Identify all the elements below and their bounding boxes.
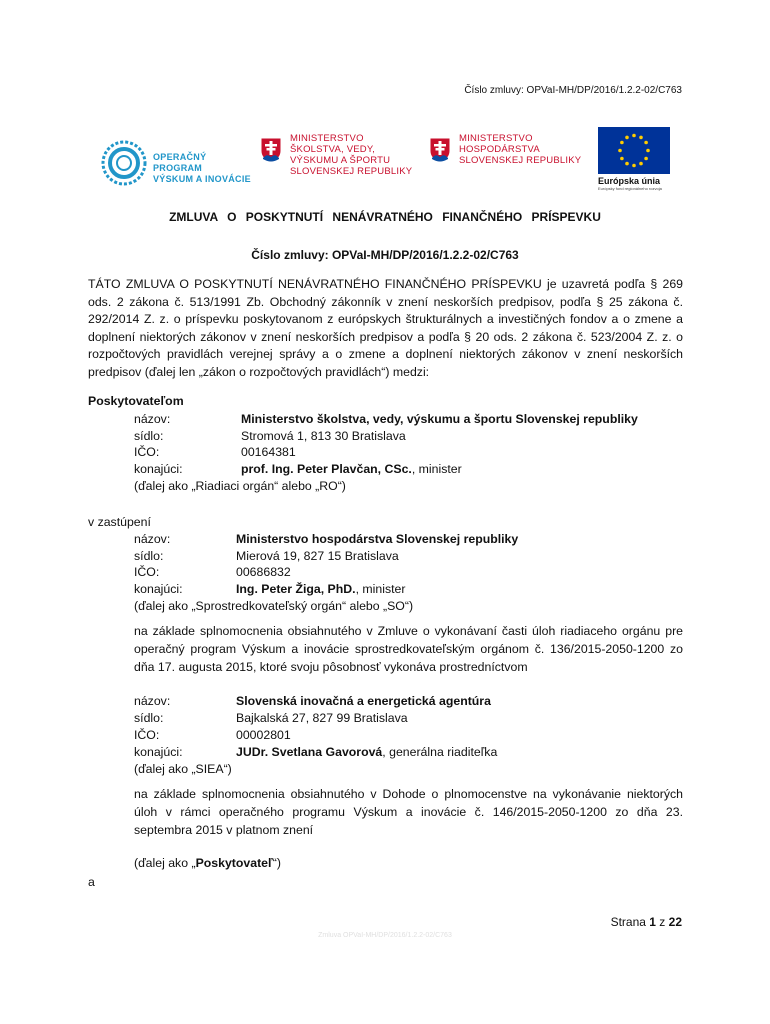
representation-basis: na základe splnomocnenia obsiahnutého v Zmluve o vykonávaní časti úloh riadiaceho orgánu pre operačný program Výskum a inovácie sprostredkovateľským orgánom č. 136/2015-2050-1200 zo dňa 17. augusta 2015, ktoré svoju pôsobnosť vykonáva prostredníctvom xyxy=(134,624,683,674)
ministry-economy-line1: MINISTERSTVO xyxy=(459,133,533,144)
agency-acting-role: , generálna riaditeľka xyxy=(382,745,498,759)
agency-alias: (ďalej ako „SIEA“) xyxy=(134,762,232,776)
conjunction: a xyxy=(88,875,95,889)
op-circle-icon xyxy=(98,138,150,188)
provider-acting-role: , minister xyxy=(411,462,462,476)
page-total: 22 xyxy=(668,915,682,929)
provider-alias: (ďalej ako „Riadiaci orgán“ alebo „RO“) xyxy=(134,479,346,493)
ministry-education-line1: MINISTERSTVO xyxy=(290,133,364,144)
slovak-crest-icon xyxy=(429,137,451,163)
op-logo-line2: VÝSKUM A INOVÁCIE xyxy=(153,174,251,184)
eu-label: Európska únia xyxy=(598,176,661,186)
agency-acting-name: JUDr. Svetlana Gavorová xyxy=(236,745,383,759)
page-number xyxy=(611,915,682,929)
provider-name-row xyxy=(134,412,170,426)
page-prefix: Strana xyxy=(610,915,650,929)
eu-fund-label: Európsky fond regionálneho rozvoja xyxy=(598,186,662,191)
contract-reference-header: Číslo zmluvy: OPVaI-MH/DP/2016/1.2.2-02/C763 xyxy=(464,85,682,96)
ico-label: IČO: xyxy=(134,565,160,579)
acting-label: konajúci: xyxy=(134,462,183,476)
representation-heading: v zastúpení xyxy=(88,515,151,529)
acting-label: konajúci: xyxy=(134,582,183,596)
provider-acting xyxy=(241,462,462,476)
provider-short-alias xyxy=(134,856,281,870)
provider-ico: 00164381 xyxy=(241,445,296,459)
provider-heading: Poskytovateľom xyxy=(88,394,184,408)
seat-label: sídlo: xyxy=(134,429,164,443)
agency-acting xyxy=(236,745,497,759)
ministry-education-line3: VÝSKUMU A ŠPORTU xyxy=(290,155,391,166)
name-label: názov: xyxy=(134,412,171,426)
intro-paragraph: TÁTO ZMLUVA O POSKYTNUTÍ NENÁVRATNÉHO FINANČNÉHO PRÍSPEVKU je uzavretá podľa § 269 ods. 2 zákona č. 513/1991 Zb. Obchodný zákonník v znení neskorších predpisov, podľa § 25 zákona č. 292/2014 Z. z. o príspevku poskytovanom z európskych štrukturálnych a investičných fondov a o zmene a doplnení niektorých zákonov v znení neskorších predpisov a podľa § 20 ods. 2 zákona č. 523/2004 Z. z. o rozpočtových pravidlách verejnej správy a o zmene a doplnení niektorých zákonov v znení neskorších predpisov (ďalej len „zákon o rozpočtových pravidlách“) medzi: xyxy=(88,277,683,379)
watermark: Zmluva OPVaI-MH/DP/2016/1.2.2-02/C763 xyxy=(318,932,452,939)
ministry-economy-line3: SLOVENSKEJ REPUBLIKY xyxy=(459,155,582,166)
name-label: názov: xyxy=(134,694,171,708)
representation-acting-name: Ing. Peter Žiga, PhD. xyxy=(236,582,356,596)
name-label: názov: xyxy=(134,532,171,546)
representation-acting-role: , minister xyxy=(355,582,406,596)
contract-number: Číslo zmluvy: OPVaI-MH/DP/2016/1.2.2-02/C763 xyxy=(251,248,519,262)
representation-alias: (ďalej ako „Sprostredkovateľský orgán“ alebo „SO“) xyxy=(134,599,414,613)
provider-seat: Stromová 1, 813 30 Bratislava xyxy=(241,429,406,443)
alias-prefix: (ďalej ako „ xyxy=(134,856,196,870)
ministry-economy-line2: HOSPODÁRSTVA xyxy=(459,144,540,155)
alias-suffix: “) xyxy=(272,856,281,870)
ico-label: IČO: xyxy=(134,445,160,459)
ministry-education-line2: ŠKOLSTVA, VEDY, xyxy=(290,144,376,155)
alias-bold: Poskytovateľ xyxy=(195,856,273,870)
representation-acting xyxy=(236,582,405,596)
agency-name: Slovenská inovačná a energetická agentúra xyxy=(236,694,491,708)
acting-label: konajúci: xyxy=(134,745,183,759)
page-mid: z xyxy=(655,915,669,929)
provider-acting-name: prof. Ing. Peter Plavčan, CSc. xyxy=(241,462,412,476)
ministry-education-line4: SLOVENSKEJ REPUBLIKY xyxy=(290,166,413,177)
document-title: ZMLUVA O POSKYTNUTÍ NENÁVRATNÉHO FINANČNÉHO PRÍSPEVKU xyxy=(169,210,601,224)
slovak-crest-icon xyxy=(260,137,282,163)
ministry-education-logo xyxy=(260,133,420,188)
page-current: 1 xyxy=(649,915,656,929)
eu-logo xyxy=(598,127,670,191)
provider-name: Ministerstvo školstva, vedy, výskumu a športu Slovenskej republiky xyxy=(241,412,638,426)
seat-label: sídlo: xyxy=(134,711,164,725)
agency-seat: Bajkalská 27, 827 99 Bratislava xyxy=(236,711,408,725)
op-logo-line1: OPERAČNÝ PROGRAM xyxy=(153,152,207,173)
representation-ico: 00686832 xyxy=(236,565,291,579)
eu-flag-icon xyxy=(598,127,670,174)
ministry-economy-logo xyxy=(429,133,589,173)
agency-basis: na základe splnomocnenia obsiahnutého v Dohode o plnomocenstve na vykonávanie niektorých úloh v rámci operačného programu Výskum a inovácie č. 146/2015-2050-1200 zo dňa 23. septembra 2015 v platnom znení xyxy=(134,787,683,837)
op-logo xyxy=(98,138,258,188)
representation-name: Ministerstvo hospodárstva Slovenskej republiky xyxy=(236,532,519,546)
ico-label: IČO: xyxy=(134,728,160,742)
agency-ico: 00002801 xyxy=(236,728,291,742)
seat-label: sídlo: xyxy=(134,549,164,563)
representation-seat: Mierová 19, 827 15 Bratislava xyxy=(236,549,399,563)
